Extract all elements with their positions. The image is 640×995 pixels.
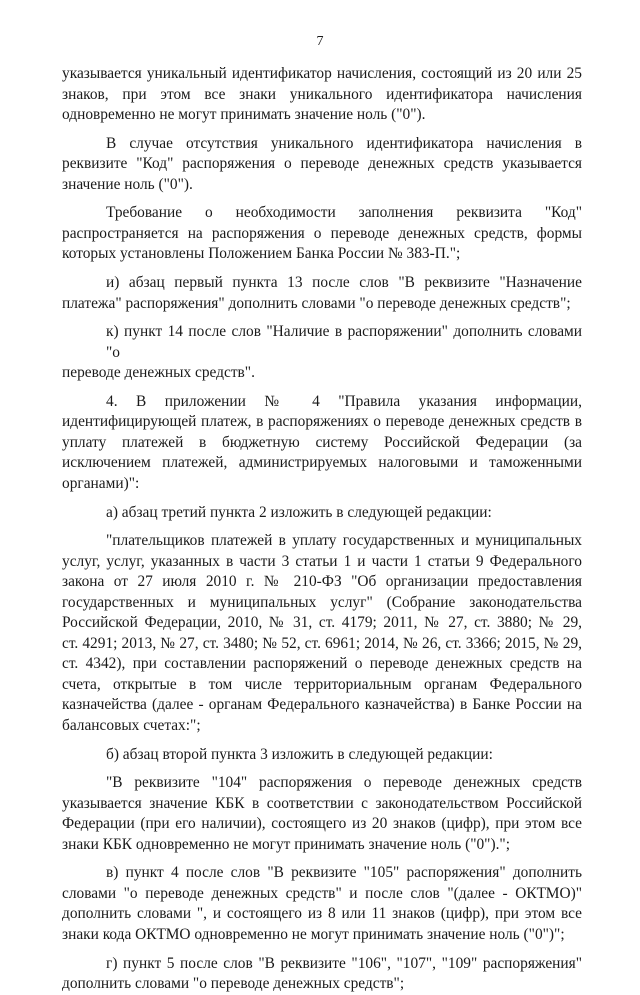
text-line: В случае отсутствия уникального идентификатора начисления в [106, 134, 582, 152]
text-line: значение ноль ("0"). [62, 175, 193, 193]
text-line: знаки кода ОКТМО одновременно не могут принимать значение ноль ("0")"; [62, 925, 565, 943]
text-line: дополнить словами ", и состоящего из 8 или 11 знаков (цифр), при этом все [62, 905, 582, 923]
paragraph-gap [62, 265, 582, 273]
paragraph-gap [62, 126, 582, 134]
text-line: г) пункт 5 после слов "В реквизите "106", "107", "109" распоряжения" [106, 954, 582, 972]
paragraph-gap [62, 195, 582, 203]
text-line: которых установлены Положением Банка России № 383-П."; [62, 245, 461, 263]
document-body [62, 64, 582, 995]
paragraph-gap [62, 384, 582, 392]
text-line: счета, открытые в том числе территориальным органам Федерального [62, 675, 582, 693]
text-line: одновременно не могут принимать значение ноль ("0"). [62, 106, 426, 123]
text-line: а) абзац третий пункта 2 изложить в следующей редакции: [106, 503, 492, 521]
text-line: указывается значение КБК в соответствии с законодательством Российской [62, 794, 582, 812]
text-line: указывается уникальный идентификатор начисления, состоящий из 20 или 25 [62, 65, 582, 82]
text-line: Требование о необходимости заполнения реквизита "Код" [106, 204, 582, 222]
text-line: Федерации (при его наличии), состоящего из 20 знаков (цифр), при этом все [62, 815, 582, 833]
text-line: к) пункт 14 после слов "Наличие в распоряжении" дополнить словами "о [106, 323, 582, 361]
text-line: 4. В приложении № 4 "Правила указания информации, [106, 392, 582, 410]
text-line: ст. 4342), при составлении распоряжений о переводе денежных средств на [62, 655, 582, 673]
text-line: уплату платежей в бюджетную систему Российской Федерации (за [62, 433, 582, 451]
paragraph-gap [62, 945, 582, 953]
text-line: и) абзац первый пункта 13 после слов "В реквизите "Назначение [106, 274, 582, 292]
paragraph-gap [62, 736, 582, 744]
text-line: дополнить словами "о переводе денежных средств"; [62, 975, 405, 993]
text-line: идентифицирующей платеж, в распоряжениях о переводе денежных средств в [62, 413, 582, 431]
text-line: "плательщиков платежей в уплату государственных и муниципальных [106, 532, 582, 550]
text-line: услуг, услуг, указанных в части 3 статьи 1 и части 1 статьи 9 Федерального [62, 552, 582, 570]
text-line: исключением платежей, администрируемых налоговыми и таможенными [62, 454, 582, 472]
paragraph-gap [62, 314, 582, 322]
text-line: государственных и муниципальных услуг" (Собрание законодательства [62, 593, 582, 611]
text-line: Российской Федерации, 2010, № 31, ст. 4179; 2011, № 27, ст. 3880; № 29, [62, 614, 582, 632]
text-line: словами "о переводе денежных средств" и после слов "(далее - ОКТМО)" [62, 884, 582, 902]
paragraph-gap [62, 855, 582, 863]
text-line: ст. 4291; 2013, № 27, ст. 3480; № 52, ст. 6961; 2014, № 26, ст. 3366; 2015, № 29, [62, 634, 582, 652]
text-line: балансовых счетах:"; [62, 716, 201, 734]
page-number: 7 [316, 34, 324, 49]
text-line: платежа" распоряжения" дополнить словами "о переводе денежных средств"; [62, 294, 571, 312]
text-line: закона от 27 июля 2010 г. № 210-ФЗ "Об организации предоставления [62, 573, 582, 591]
text-line: реквизите "Код" распоряжения о переводе денежных средств указывается [62, 155, 582, 173]
paragraph-gap [62, 765, 582, 773]
text-line: органами)": [62, 474, 140, 492]
paragraph-gap [62, 494, 582, 502]
text-line: переводе денежных средств". [62, 364, 255, 382]
text-line: казначейства (далее - органам Федерального казначейства) в Банке России на [62, 696, 582, 714]
text-line: знаков, при этом все знаки уникального идентификатора начисления [62, 85, 582, 103]
text-line: распространяется на распоряжения о переводе денежных средств, формы [62, 224, 582, 242]
text-line: "В реквизите "104" распоряжения о переводе денежных средств [106, 774, 582, 792]
paragraph-gap [62, 523, 582, 531]
text-line: б) абзац второй пункта 3 изложить в следующей редакции: [106, 745, 493, 763]
text-line: в) пункт 4 после слов "В реквизите "105" распоряжения" дополнить [106, 864, 582, 882]
text-line: знаки КБК одновременно не могут принимать значение ноль ("0")."; [62, 835, 510, 853]
